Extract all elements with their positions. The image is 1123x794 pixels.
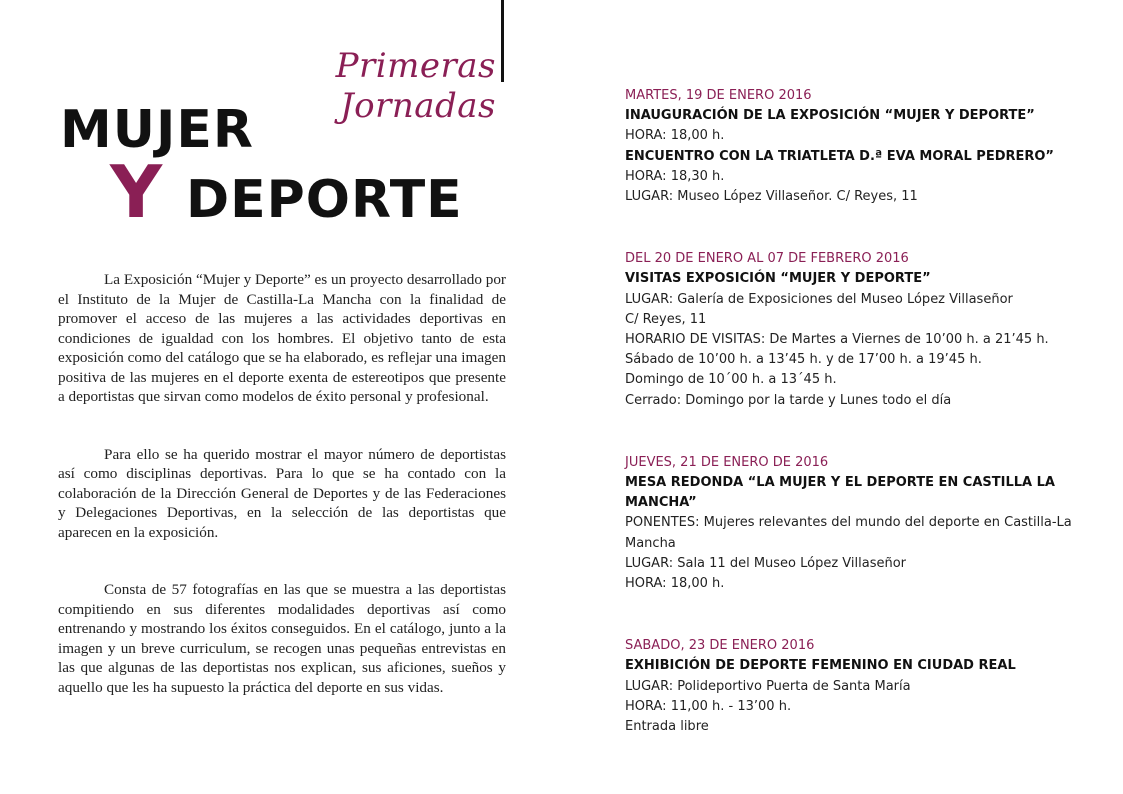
event-detail: HORA: 18,00 h. [625,576,725,592]
event-block [625,249,1095,411]
event-date: SABADO, 23 DE ENERO 2016 [625,638,815,654]
event-detail: Entrada libre [625,719,709,735]
event-detail: C/ Reyes, 11 [625,311,707,327]
paragraph-photos: Consta de 57 fotografías en las que se muestra a las deportistas compitiendo en sus diferentes modalidades deportivas así como entrenando y mostrando los éxitos conseguidos. En el catálogo, junto a la imagen y un breve curriculum, se recogen unas pequeñas entrevistas en las que algunas de las deportistas nos explican, sus aficiones, sueños y aquello que les ha supuesto la práctica del deporte en sus vidas. [58,581,506,696]
event-detail: Cerrado: Domingo por la tarde y Lunes todo el día [625,392,952,408]
event-block [625,636,1095,737]
event-title: VISITAS EXPOSICIÓN “MUJER Y DEPORTE” [625,271,931,287]
event-detail: PONENTES: Mujeres relevantes del mundo del deporte en Castilla-La [625,515,1072,531]
event-title: ENCUENTRO CON LA TRIATLETA D.ª EVA MORAL PEDRERO” [625,148,1054,164]
event-detail: LUGAR: Museo López Villaseñor. C/ Reyes, 11 [625,189,918,205]
event-detail: LUGAR: Galería de Exposiciones del Museo López Villaseñor [625,291,1013,307]
event-date: DEL 20 DE ENERO AL 07 DE FEBRERO 2016 [625,251,909,267]
event-detail: Sábado de 10’00 h. a 13’45 h. y de 17’00 h. a 19’45 h. [625,352,982,368]
paragraph-athletes: Para ello se ha querido mostrar el mayor número de deportistas así como disciplinas deportivas. Para lo que se ha contado con la colaboración de la Dirección General de Deportes y de las Federaciones y Delegaciones Deportivas, en la selección de las deportistas que aparecen en la exposición. [58,445,506,541]
event-detail: HORA: 11,00 h. - 13’00 h. [625,698,792,714]
event-detail: HORARIO DE VISITAS: De Martes a Viernes de 10’00 h. a 21’45 h. [625,332,1049,348]
event-detail: HORA: 18,30 h. [625,168,725,184]
event-block [625,453,1095,594]
title-y: Y [110,150,163,234]
divider-vertical-line [501,0,504,82]
event-detail: LUGAR: Polideportivo Puerta de Santa María [625,678,911,694]
subtitle: Primeras Jornadas [335,46,496,126]
event-detail: Domingo de 10´00 h. a 13´45 h. [625,372,837,388]
title-deporte: DEPORTE [186,170,463,230]
title-mujer: MUJER [60,100,254,160]
event-date: MARTES, 19 DE ENERO 2016 [625,88,812,103]
event-detail: LUGAR: Sala 11 del Museo López Villaseñor [625,555,907,571]
event-title: INAUGURACIÓN DE LA EXPOSICIÓN “MUJER Y DEPORTE” [625,108,1035,124]
event-detail: Mancha [625,535,676,551]
description-column [58,270,506,697]
event-title: MESA REDONDA “LA MUJER Y EL DEPORTE EN CASTILLA LA MANCHA” [625,475,1055,511]
events-schedule [625,86,1095,737]
event-title: EXHIBICIÓN DE DEPORTE FEMENINO EN CIUDAD REAL [625,658,1016,674]
event-detail: HORA: 18,00 h. [625,128,725,144]
event-block [625,86,1095,207]
event-date: JUEVES, 21 DE ENERO DE 2016 [625,454,829,470]
paragraph-intro: La Exposición “Mujer y Deporte” es un proyecto desarrollado por el Instituto de la Mujer de Castilla-La Mancha con la finalidad de promover el acceso de las mujeres a las actividades deportivas en condiciones de igualdad con los hombres. El objetivo tanto de esta exposición como del catálogo que se ha elaborado, es reflejar una imagen positiva de las mujeres en el deporte exenta de estereotipos que presente a deportistas que sirvan como modelos de éxito personal y profesional. [58,271,506,405]
